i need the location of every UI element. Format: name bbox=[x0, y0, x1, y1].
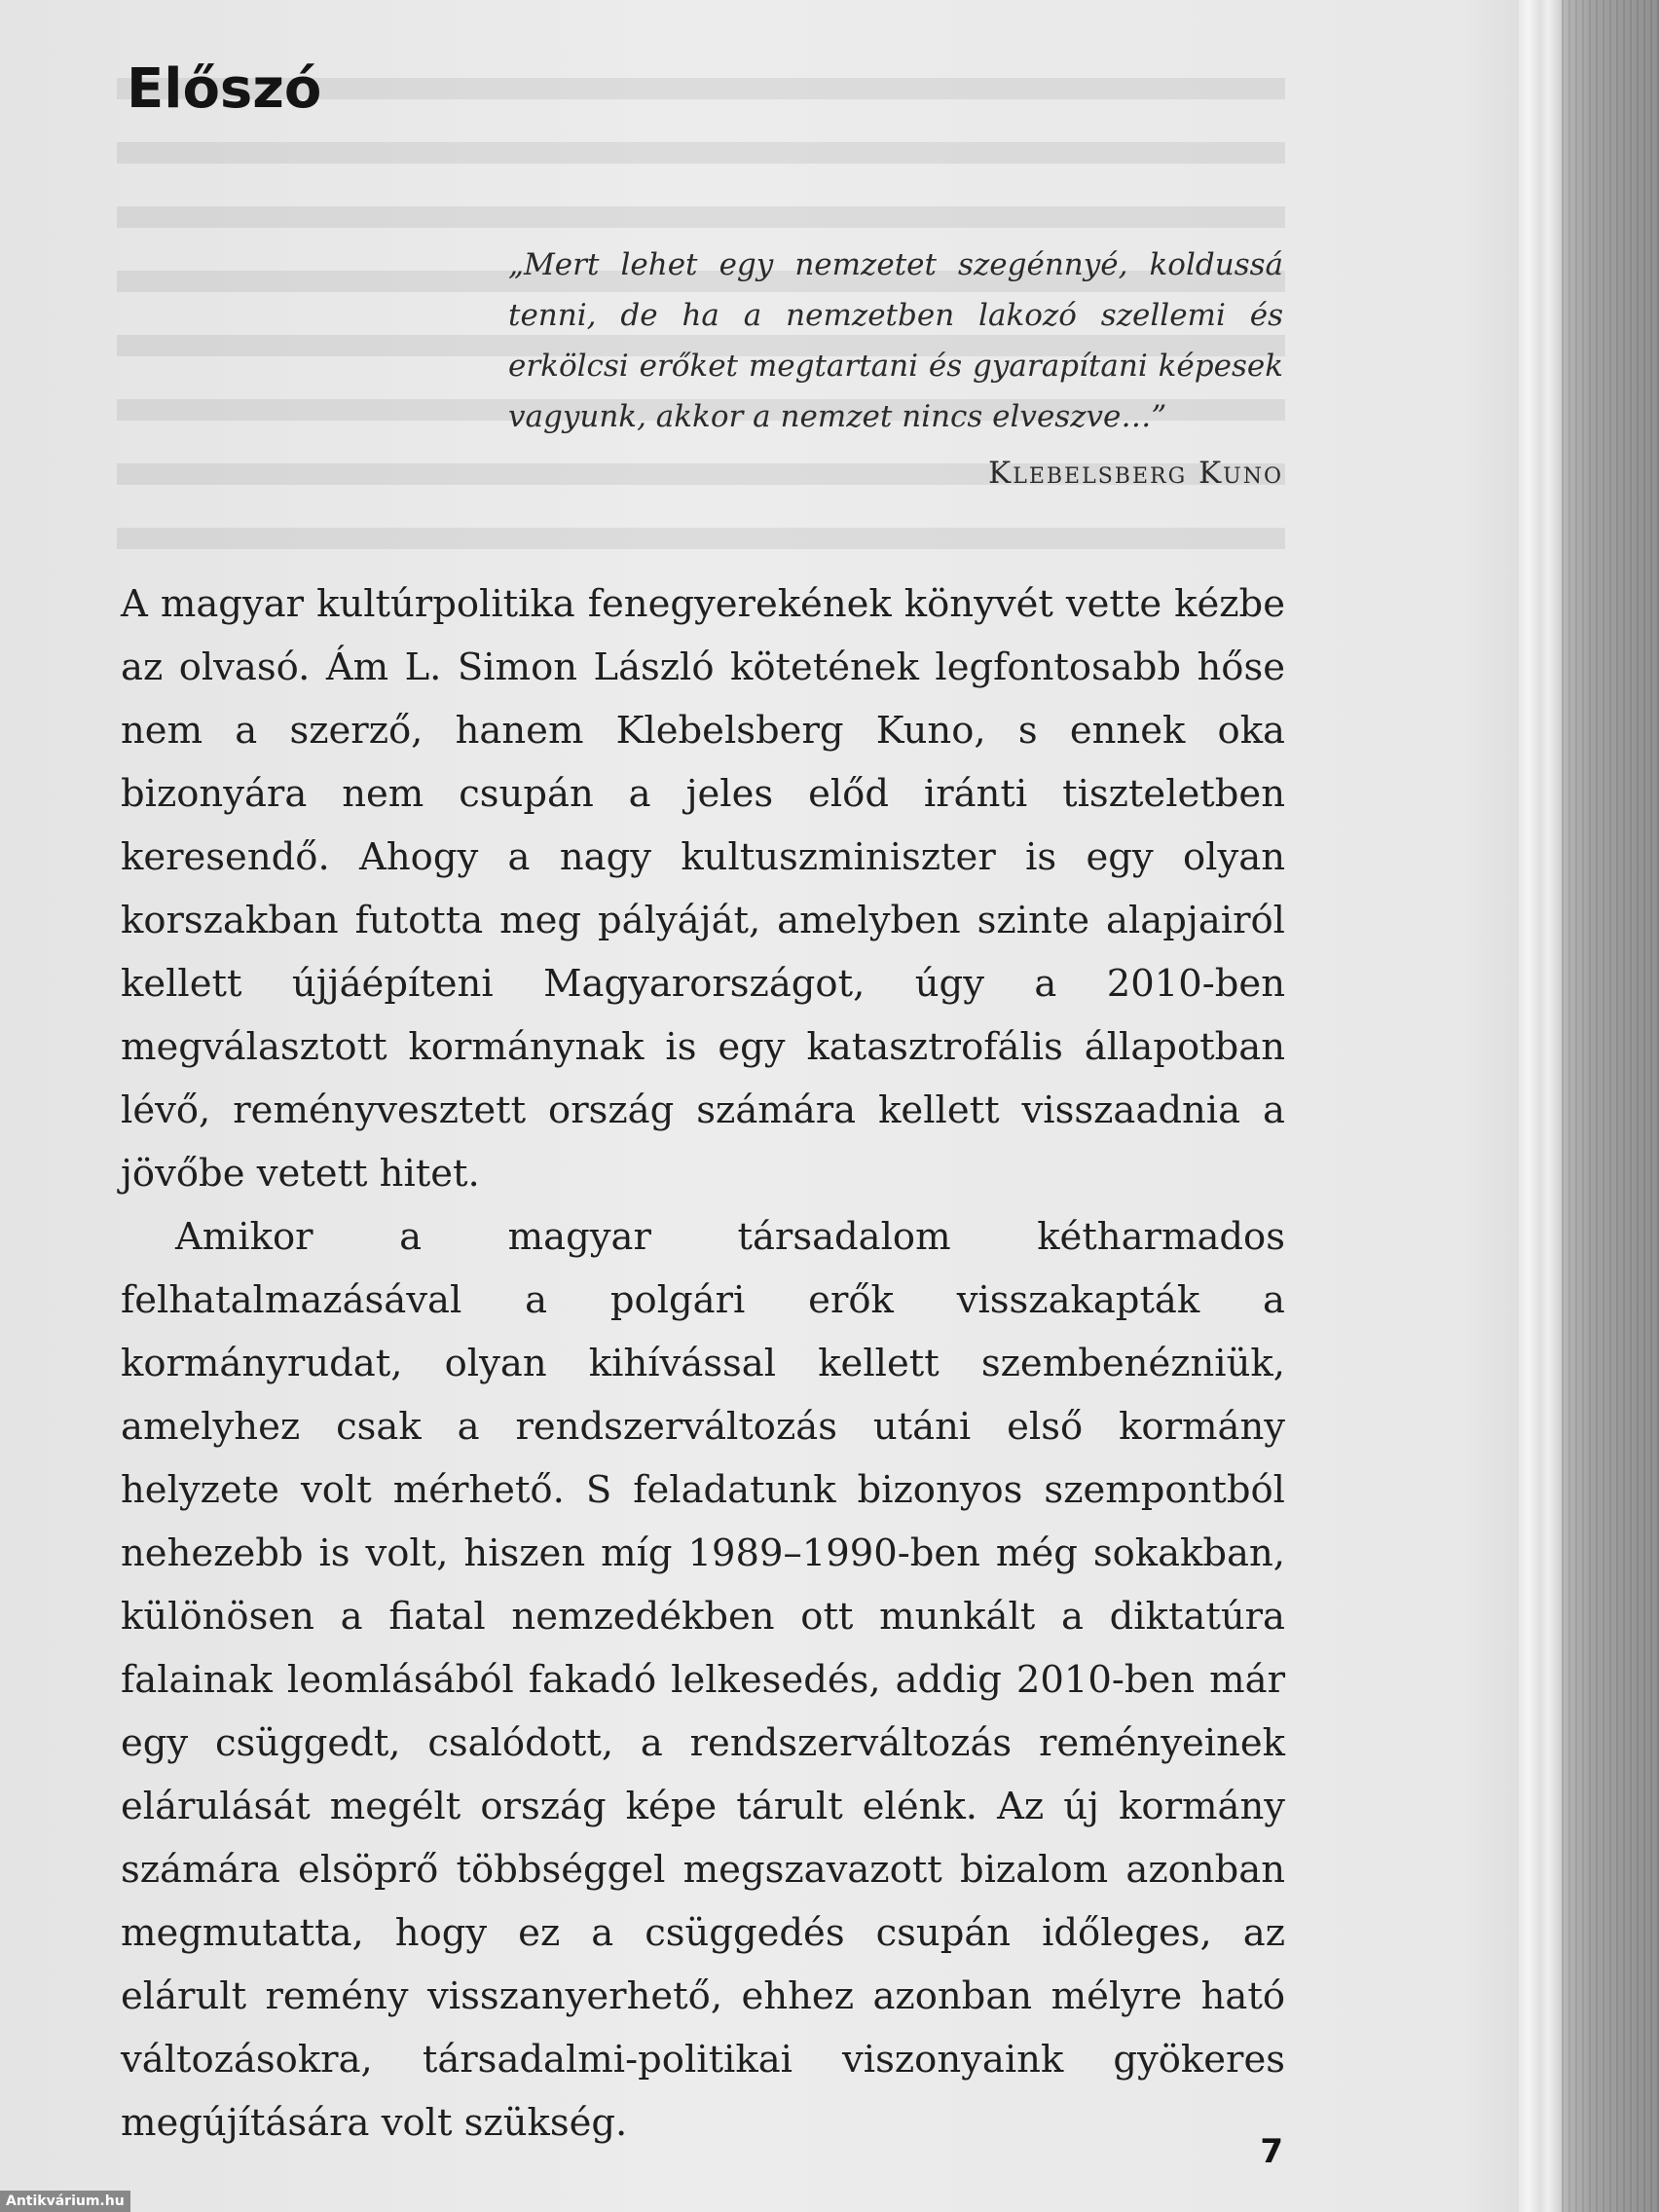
page-title: Előszó bbox=[127, 57, 322, 121]
body-text bbox=[121, 572, 1285, 2155]
paragraph: Amikor a magyar társadalom kétharmados felhatalmazásával a polgári erők visszakapták a kormányrudat, olyan kihívással kellett szembenézniük, amelyhez csak a rendszerváltozás utáni első kormány helyzete volt mérhető. S feladatunk bizonyos szempontból nehezebb is volt, hiszen míg 1989–1990-ben még sokakban, különösen a fiatal nemzedékben ott munkált a diktatúra falainak leomlásából fakadó lelkesedés, addig 2010-ben már egy csüggedt, csalódott, a rendszerváltozás reményeinek elárulását megélt ország képe tárult elénk. Az új kormány számára elsöprő többséggel megszavazott bizalom azonban megmutatta, hogy ez a csüggedés csupán időleges, az elárult remény visszanyerhető, ehhez azonban mélyre ható változásokra, társadalmi-politikai viszonyaink gyökeres megújítására volt szükség. bbox=[121, 1215, 1285, 2145]
watermark: Antikvárium.hu bbox=[0, 2191, 130, 2212]
paragraph: A magyar kultúrpolitika fenegyerekének könyvét vette kézbe az olvasó. Ám L. Simon László kötetének legfontosabb hőse nem a szerző, hanem Klebelsberg Kuno, s ennek oka bizonyára nem csupán a jeles előd iránti tiszteletben keresendő. Ahogy a nagy kultuszminiszter is egy olyan korszakban futotta meg pályáját, amelyben szinte alapjairól kellett újjáépíteni Magyarországot, úgy a 2010-ben megválasztott kormánynak is egy katasztrofális állapotban lévő, reményvesztett ország számára kellett visszaadnia a jövőbe vetett hitet. bbox=[121, 582, 1285, 1196]
background-surface bbox=[1562, 0, 1659, 2212]
page-edge bbox=[1519, 0, 1562, 2212]
epigraph-author: Klebelsberg Kuno bbox=[988, 456, 1283, 491]
epigraph-quote: „Mert lehet egy nemzetet szegénnyé, koldussá tenni, de ha a nemzetben lakozó szellemi és erkölcsi erőket megtartani és gyarapítani képesek vagyunk, akkor a nemzet nincs elveszve…” bbox=[508, 247, 1283, 434]
page-number: 7 bbox=[1260, 2132, 1283, 2171]
